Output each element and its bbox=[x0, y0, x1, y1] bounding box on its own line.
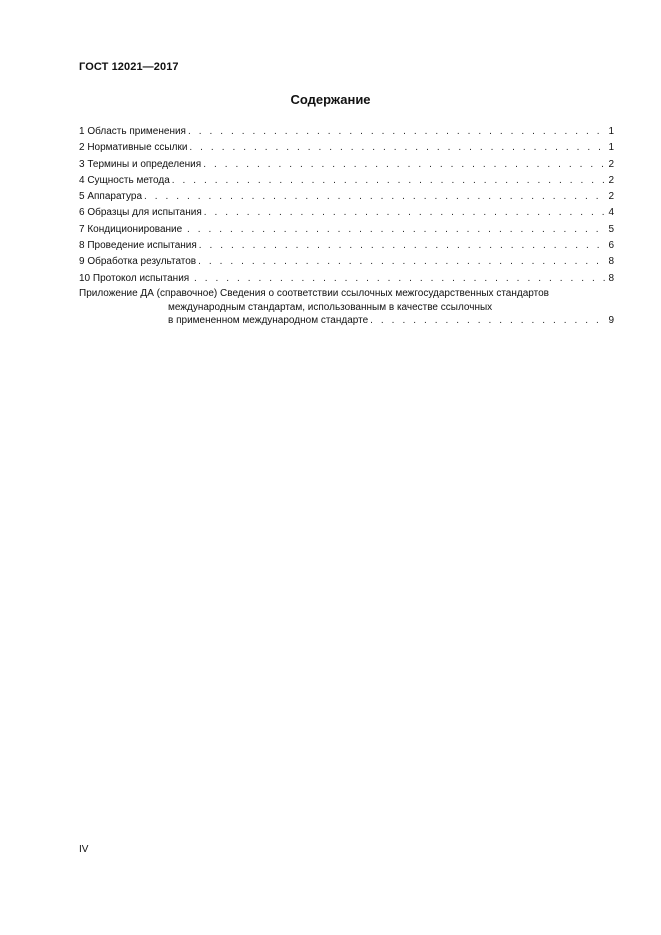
toc-entry-label: 8 Проведение испытания bbox=[79, 240, 197, 252]
toc-leader-dots bbox=[144, 189, 606, 205]
toc-entry-label: 2 Нормативные ссылки bbox=[79, 142, 188, 154]
toc-leader-dots bbox=[370, 314, 606, 328]
toc-entry-label: 7 Кондиционирование bbox=[79, 223, 185, 235]
toc-leader-dots bbox=[199, 238, 606, 254]
page-number: IV bbox=[79, 844, 89, 855]
toc-entry-page: 5 bbox=[608, 223, 614, 235]
table-of-contents bbox=[79, 124, 614, 328]
toc-leader-dots bbox=[198, 254, 606, 270]
toc-entry[interactable] bbox=[79, 157, 614, 173]
toc-entry-label: 5 Аппаратура bbox=[79, 191, 143, 203]
toc-leader-dots bbox=[188, 124, 606, 140]
toc-entry[interactable] bbox=[79, 205, 614, 221]
appendix-title-line: международным стандартам, использованным в качестве ссылочных bbox=[168, 301, 493, 313]
toc-leader-dots bbox=[189, 140, 606, 156]
toc-entry[interactable] bbox=[79, 254, 614, 270]
toc-entry-page: 2 bbox=[608, 158, 614, 170]
toc-entry-page: 8 bbox=[608, 272, 614, 284]
toc-entry[interactable] bbox=[79, 173, 614, 189]
toc-entry-label: 6 Образцы для испытания bbox=[79, 207, 202, 219]
toc-entry-page: 8 bbox=[608, 256, 614, 268]
appendix-title-line: в примененном международном стандарте bbox=[168, 315, 369, 327]
toc-entry[interactable] bbox=[79, 238, 614, 254]
toc-entry[interactable] bbox=[79, 124, 614, 140]
toc-title: Содержание bbox=[290, 92, 371, 107]
toc-leader-dots bbox=[172, 173, 606, 189]
toc-entry-page: 6 bbox=[608, 240, 614, 252]
toc-entry[interactable] bbox=[79, 271, 614, 287]
toc-entry-page: 9 bbox=[608, 315, 614, 327]
toc-entry[interactable] bbox=[79, 140, 614, 156]
toc-leader-dots bbox=[187, 222, 606, 238]
toc-entry-page: 1 bbox=[608, 142, 614, 154]
appendix-title-line: Приложение ДА (справочное) Сведения о соответствии ссылочных межгосударственных стандартов bbox=[79, 287, 549, 299]
toc-entry-page: 2 bbox=[608, 174, 614, 186]
toc-entry-page: 4 bbox=[608, 207, 614, 219]
toc-appendix-entry[interactable] bbox=[79, 287, 614, 328]
toc-entry-page: 2 bbox=[608, 191, 614, 203]
toc-entry-label: 4 Сущность метода bbox=[79, 174, 170, 186]
toc-entry[interactable] bbox=[79, 189, 614, 205]
toc-entry-label: 10 Протокол испытания bbox=[79, 272, 192, 284]
toc-entry-page: 1 bbox=[608, 126, 614, 137]
appendix-last-line bbox=[79, 314, 614, 328]
toc-leader-dots bbox=[194, 271, 606, 287]
toc-leader-dots bbox=[203, 157, 606, 173]
toc-entry[interactable] bbox=[79, 222, 614, 238]
document-code: ГОСТ 12021—2017 bbox=[79, 61, 179, 73]
toc-entry-label: 9 Обработка результатов bbox=[79, 256, 197, 268]
toc-entry-label: 1 Область применения bbox=[79, 126, 186, 137]
toc-leader-dots bbox=[204, 205, 606, 221]
toc-entry-label: 3 Термины и определения bbox=[79, 158, 202, 170]
